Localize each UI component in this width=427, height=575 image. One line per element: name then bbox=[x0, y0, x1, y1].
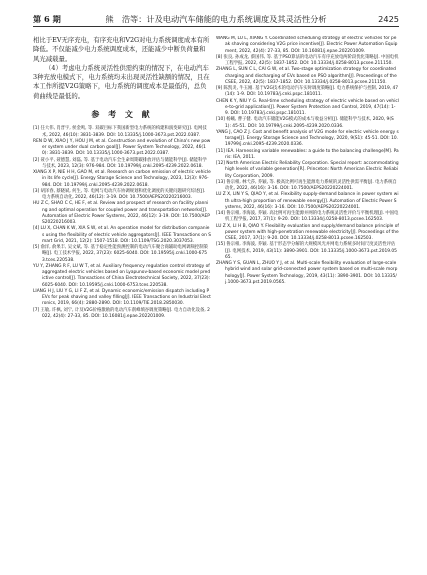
references-list-right bbox=[216, 36, 399, 286]
reference-entry: REN D W, XIAO J Y, HOU J M, et al. Construction and evolution of China's new power system under dual carbon goal[J]. Power System Technology, 2022, 46(10): 3831-3839. DOI: 10.13335/j.1000-3673.pst.2022.0387. bbox=[33, 138, 211, 157]
running-title: 熊 浩等：计及电动汽车储能的电力系统调度及其灵活性分析 bbox=[105, 14, 327, 24]
reference-entry: LU Z X, LI H B, QIAO Y. Flexibility evaluation and supply/demand balance principle of power system with high-penetration renewable electricity[J]. Proceedings of the CSEE, 2017, 37(1): 9-20. DOI: 10.13334/j.0258-8013.pcsee.162503. bbox=[216, 223, 399, 241]
reference-entry: CHEN K Y, NIU Y G. Real-time scheduling strategy of electric vehicle based on vehicle-to-grid application[J]. Power System Protection and Control, 2019, 47(14): 1-9. DOI: 10.19783/j.cnki.pspc.181011. bbox=[216, 98, 399, 116]
reference-entry: [7] 王敏, 许枫, 刘宁, 计及V2G价格激励的电动汽车削峰填谷调度策略[J]. 电力自动化设备, 2022, 42(4): 27-33, 85. DOI: 10.16081/j.epae.202201009. bbox=[33, 307, 210, 319]
right-column bbox=[216, 36, 399, 566]
left-column bbox=[33, 36, 211, 566]
reference-entry: [13] 鲁宗相, 林弋莎, 乔颖, 等. 极高比例可再生能源电力系统的灵活性供需平衡[J]. 电力系统自动化, 2022, 46(16): 3-16. DOI: 10.7500/AEPS20220224001. bbox=[216, 179, 397, 191]
reference-entry: [1] 任大伟, 肖晋宇, 侯金鸣, 等. 双碳目标下我国新型电力系统的构建和演变研究[J]. 电网技术, 2022, 46(10): 3831-3839. DOI: 10.13335/j.1000-3673.pst.2022.0387. bbox=[33, 126, 207, 138]
reference-entry: [15] 鲁宗相, 李海波, 乔颖. 基于形态学分解的大规模风光并网电力系统多时间尺度灵活性评估[J]. 电网技术, 2019, 43(11): 3890-3901. DOI: 10.13335/j.1000-3673.pst.2019.0565. bbox=[216, 242, 397, 260]
reference-entry: LIANG H J, LIU Y G, LI F Z, et al. Dynamic economic/emission dispatch including PEVs for peak shaving and valley filling[J]. IEEE Transactions on Industrial Electronics, 2019, 66(4): 2880-2890. DOI: 10.1109/TIE.2018.2850030. bbox=[33, 288, 211, 307]
body-paragraph: （4）考虑电力系统灵活性供需约束的情况下，在电动汽车3种充放电模式下，电力系统均未出现灵活性缺额的情况，且在本工作所提V2G策略下，电力系统的调度成本是最低的，总负荷曲线是最低的。 bbox=[33, 63, 210, 100]
body-paragraph: 相比于EV无序充电，有序充电和V2G对电力系统调度成本有所降低。不仅能减少电力系统调度成本，还能减少中断负荷量和风光减载量。 bbox=[33, 36, 210, 63]
reference-entry: WANG M, LU L, XIANG Y. Coordinated scheduling strategy of electric vehicles for peak shaving considering V2G price incentive[J]. Electric Power Automation Equipment, 2022, 42(4): 27-33, 85. DOI: 10.16081/j.epae.202201009. bbox=[216, 36, 398, 54]
reference-entry: [9] 陈凯炎, 牛玉刚. 基于V2G技术的电动汽车实时调度策略[J]. 电力系统保护与控制, 2019, 47(14): 1-9. DOI: 10.19783/j.cnki.pspc.181011. bbox=[216, 86, 399, 98]
reference-entry: [4] LU X, CHAN K W, XIA S W, et al. An operation model for distribution companies using the flexibility of electric vehicle aggregators[J]. IEEE Transactions on Smart Grid, 2021, 12(2): 1507-1518. DOI: 10.1109/TSG.2020.3037053. bbox=[33, 226, 211, 244]
references-heading: 参 考 文 献 bbox=[91, 110, 153, 120]
reference-entry: YU Y, ZHANG R F, LU W T, et al. Auxiliary frequency regulation control strategy of aggregated electric vehicles based on Lyapunov-based economic model predictive control[J]. Transactions of China Electrotechnical Society, 2022, 37(23): 6025-6040. DOI: 10.19595/j.cnki.1000-6753.tces.220538. bbox=[33, 263, 211, 288]
reference-entry: ZHANG Y S, GUAN L, ZHUO Y J, et al. Multi-scale flexibility evaluation of large-scale hybrid wind and solar grid-connected power system based on multi-scale morphology[J]. Power System Technology, 2019, 43(11): 3890-3901. DOI: 10.13335/j.1000-3673.pst.2019.0565. bbox=[216, 261, 398, 285]
page-number: 2425 bbox=[378, 14, 399, 24]
reference-entry: [3] 胡泽春, 蔡晓斌, 何生, 等. 电网与电动汽车协调规划和优化调度的关键问题研究综述[J]. 电力系统自动化, 2022, 46(12): 3-19. DOI: 10.7500/AEPS20220216003. bbox=[33, 188, 206, 201]
reference-entry: [8] 张良, 孙成龙, 蔡国伟, 等. 基于PSO算法的电动汽车有序充放电两阶段优化策略[J]. 中国电机工程学报, 2022, 42(5): 1837-1852. DOI: 10.13334/j.0258-8013.pcsee.211150. bbox=[216, 54, 399, 66]
reference-entry: [14] 鲁宗相, 李海波, 乔颖. 高比例可再生能源并网的电力系统灵活性评价与平衡机理[J]. 中国电机工程学报, 2017, 37(1): 9-20. DOI: 10.13334/j.0258-8013.pcsee.162503. bbox=[216, 211, 399, 223]
references-list-left bbox=[33, 126, 211, 320]
reference-entry: [10] 杨曦, 曹子健. 电动汽车储能V2G模式的成本与收益分析[J]. 储能科学与技术, 2020, 9(S1): 45-51. DOI: 10.19799/j.cnki.2095-4239.2020.0336. bbox=[216, 117, 394, 129]
reference-entry: XIANG X P, NIE H H, GAO M, et al. Research on carbon emission of electric vehicle in its life cycle[J]. Energy Storage Science and Technology, 2023, 12(3): 976-984. DOI: 10.19799/j.cnki.2095-4239.2022.0618. bbox=[33, 170, 211, 188]
issue-number: 第 6 期 bbox=[33, 14, 61, 24]
reference-entry: [2] 聂小平, 聂德慧, 刘磊, 等. 基于电动汽车全生命周期碳排放评估与储能科学[J]. 储能科学与技术, 2023, 12(3): 976-984. DOI: 10.19799/j.cnki.2095-4239.2022.0618. bbox=[33, 157, 207, 169]
reference-entry: [11] IEA. Harnessing variable renewables: a guide to the balancing challenge[M]. Paris: IEA, 2011. bbox=[216, 148, 399, 160]
running-header bbox=[33, 12, 399, 27]
reference-entry: YANG J, CAO Z J. Cost and benefit analysis of V2G mode for electric vehicle energy storage[J]. Energy Storage Science and Technology, 2020, 9(S1): 45-51. DOI: 10.19799/j.cnki.2095-4239.2020.0336. bbox=[216, 129, 399, 148]
reference-entry: HU Z C, SHAO C C, HE F, et al. Review and prospect of research on facility planning and optimal operation for coupled power and transportation networks[J]. Automation of Electric Power Systems, 2022, 46(12): 3-19. DOI: 10.7500/AEPS20220216003. bbox=[33, 201, 210, 226]
reference-entry: ZHANG L, SUN C L, CAI G W, et al. Two-stage optimization strategy for coordinated charging and discharging of EVs based on PSO algorithm[J]. Proceedings of the CSEE, 2022, 42(5): 1837-1852. DOI: 10.13334/j.0258-8013.pcsee.211150. bbox=[216, 67, 397, 85]
reference-entry: LU Z X, LIN Y S, QIAO Y, et al. Flexibility supply-demand balance in power system with ultra-high proportion of renewable energy[J]. Automation of Electric Power Systems, 2022, 46(16): 3-16. DOI: 10.7500/AEPS20220224001. bbox=[216, 192, 399, 210]
reference-entry: [5] 俞洋, 俞果丰, 吴文斌, 等. 基于稳定性能预测控制的电动汽车聚合商辅助电网调频控制策略[J]. 电工技术学报, 2022, 37(23): 6025-6040. DOI: 10.19595/j.cnki.1000-6753.tces.220538. bbox=[33, 245, 208, 263]
reference-entry: [12] North American Electric Reliability Corporation. Special report: accommodating high levels of variable generation[R]. Princeton: North American Electric Reliability Corporation, 2009. bbox=[216, 161, 399, 179]
